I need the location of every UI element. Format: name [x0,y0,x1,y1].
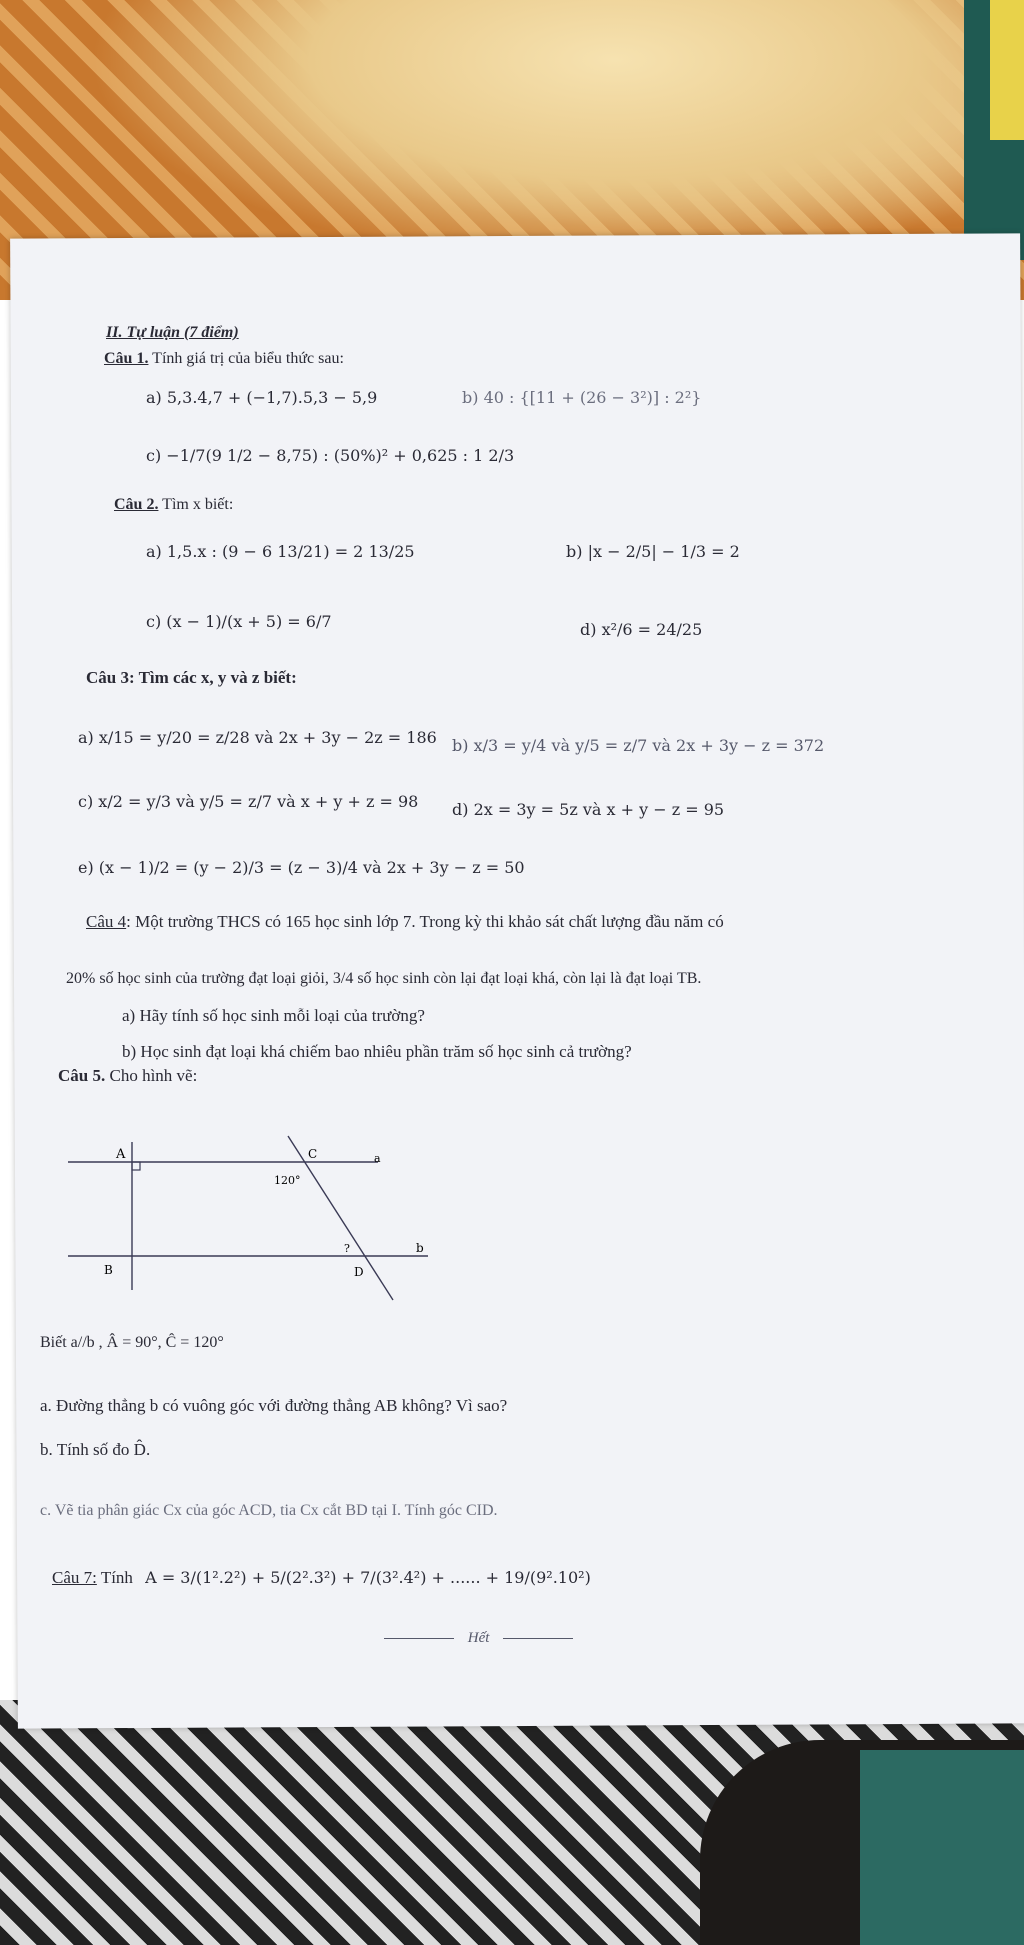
q3-d: d) 2x = 3y = 5z và x + y − z = 95 [452,800,725,819]
q4-line2: 20% số học sinh của trường đạt loại giỏi, 3/4 số học sinh còn lại đạt loại khá, còn lại là đạt loại TB. [66,970,702,987]
label-point-a: A [116,1147,126,1162]
footer-text: Hết [467,1630,490,1646]
q1-c: c) −1/7(9 1/2 − 8,75) : (50%)² + 0,625 : 1 2/3 [146,446,515,465]
q1-prompt: Tính giá trị của biểu thức sau: [152,350,344,367]
geometry-figure [68,1130,438,1305]
footer-end [384,1630,573,1647]
q4-b: b) Học sinh đạt loại khá chiếm bao nhiêu phần trăm số học sinh cả trường? [122,1042,632,1061]
q2 [114,496,233,514]
q5-b: b. Tính số đo D̂. [40,1440,151,1459]
footer-rule-left [384,1638,454,1639]
q1-b: b) 40 : {[11 + (26 − 3²)] : 2²} [462,388,702,407]
label-line-b: b [416,1241,424,1255]
label-point-c: C [308,1147,318,1161]
q7-formula: A = 3/(1².2²) + 5/(2².3²) + 7/(3².4²) + ...... + 19/(9².10²) [145,1568,591,1587]
q4-a: a) Hãy tính số học sinh mỗi loại của trường? [122,1006,425,1025]
q1-label: Câu 1. [104,350,149,367]
q5-given: Biết a//b , Â = 90°, Ĉ = 120° [40,1334,224,1351]
q5 [58,1066,197,1086]
section-title: II. Tự luận (7 điểm) [106,324,239,341]
q2-label: Câu 2. [114,496,159,513]
label-angle-d: ? [344,1242,350,1255]
q5-c: c. Vẽ tia phân giác Cx của góc ACD, tia Cx cắt BD tại I. Tính góc CID. [40,1502,498,1519]
q2-b: b) |x − 2/5| − 1/3 = 2 [566,542,740,561]
q3-a: a) x/15 = y/20 = z/28 và 2x + 3y − 2z = 186 [78,728,437,747]
label-point-b: B [104,1263,113,1277]
q3-b: b) x/3 = y/4 và y/5 = z/7 và 2x + 3y − z = 372 [452,736,825,755]
label-line-a: a [374,1152,381,1165]
footer-rule-right [503,1638,573,1639]
q2-c: c) (x − 1)/(x + 5) = 6/7 [146,612,332,631]
q4-line1 [86,912,724,932]
right-angle-mark [132,1162,140,1170]
q3-e: e) (x − 1)/2 = (y − 2)/3 = (z − 3)/4 và 2x + 3y − z = 50 [78,858,525,877]
q5-label: Câu 5. [58,1066,106,1085]
q5-a: a. Đường thẳng b có vuông góc với đường thẳng AB không? Vì sao? [40,1396,508,1415]
q1 [104,350,344,368]
q7-label: Câu 7: [52,1568,97,1587]
label-point-d: D [354,1265,364,1279]
q1-a: a) 5,3.4,7 + (−1,7).5,3 − 5,9 [146,388,378,407]
q7-prompt: Tính [100,1568,133,1587]
q4-label: Câu 4 [86,912,127,931]
q2-a: a) 1,5.x : (9 − 6 13/21) = 2 13/25 [146,542,415,561]
q3-c: c) x/2 = y/3 và y/5 = z/7 và x + y + z = 98 [78,792,419,811]
q4-line1-text: : Một trường THCS có 165 học sinh lớp 7. Trong kỳ thi khảo sát chất lượng đầu năm có [126,912,724,931]
q3-label: Câu 3: Tìm các x, y và z biết: [86,668,297,687]
q7 [52,1568,591,1588]
q5-prompt: Cho hình vẽ: [109,1066,198,1085]
q2-prompt: Tìm x biết: [162,496,234,513]
q2-d: d) x²/6 = 24/25 [580,620,703,639]
label-angle-c: 120° [274,1174,301,1187]
